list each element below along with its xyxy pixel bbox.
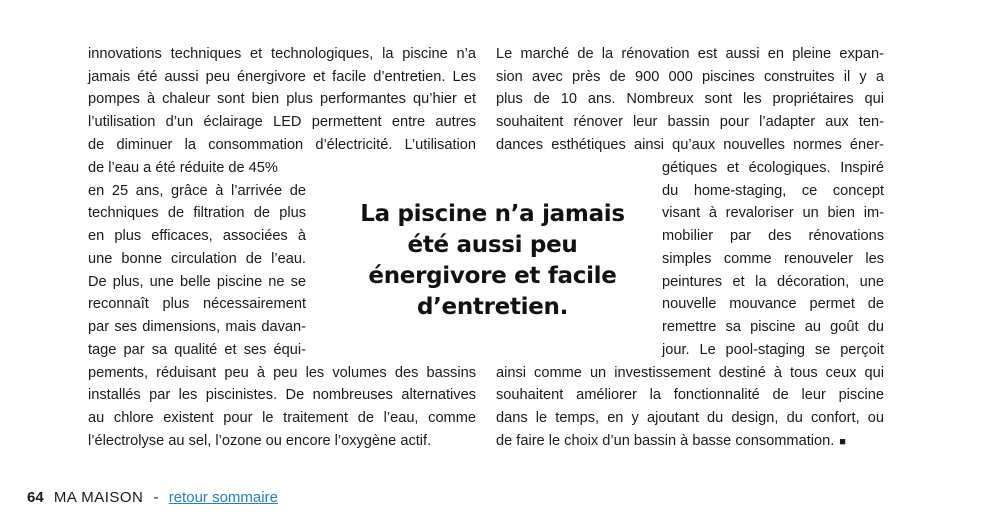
paragraph-line: pements, réduisant peu à peu les volumes des bassins [88,365,476,381]
paragraph-line: techniques de filtration de plus [88,205,306,221]
paragraph-line: l’utilisation d’un éclairage LED permettent entre autres [88,114,476,130]
paragraph-line: ainsi comme un investissement destiné à tous ceux qui [496,365,884,381]
paragraph-line: en plus efficaces, associées à [88,228,306,244]
paragraph-line: sion avec près de 900 000 piscines construites il y a [496,69,884,85]
paragraph-line: dances esthétiques ainsi qu’aux nouvelles normes éner- [496,137,884,153]
paragraph-line: souhaitent améliorer la fonctionnalité de leur piscine [496,387,884,403]
page-footer [27,488,278,508]
paragraph-line: innovations techniques et technologiques, la piscine n’a [88,46,476,62]
pull-quote-line: d’entretien. [416,294,569,320]
end-of-article-mark: ■ [839,436,846,448]
paragraph-line: De plus, une belle piscine ne se [88,274,306,290]
paragraph-line-text: de faire le choix d’un bassin à basse consommation. [496,433,835,449]
paragraph-line: installés par les piscinistes. De nombreuses alternatives [88,387,476,403]
paragraph-line: visant à revaloriser un bien im- [662,205,884,221]
paragraph-line: jour. Le pool-staging se perçoit [662,342,884,358]
paragraph-line: nouvelle mouvance permet de [662,296,884,312]
paragraph-line: du home-staging, ce concept [662,183,884,199]
paragraph-line: par ses dimensions, mais davan- [88,319,306,335]
paragraph-line: plus de 10 ans. Nombreux sont les propriétaires qui [496,91,884,107]
paragraph-line: gétiques et écologiques. Inspiré [662,160,884,176]
paragraph-line: une bonne circulation de l’eau. [88,251,306,267]
pull-quote [330,199,655,323]
paragraph-line: mobilier par des rénovations [662,228,884,244]
page-number: 64 [27,489,44,506]
paragraph-line: souhaitent rénover leur bassin pour l’adapter aux ten- [496,114,884,130]
paragraph-line [496,430,846,454]
paragraph-line: l’électrolyse au sel, l’ozone ou encore l’oxygène actif. [88,433,432,449]
paragraph-line: reconnaît plus nécessairement [88,296,306,312]
paragraph-line: pompes à chaleur sont bien plus performantes qu’hier et [88,91,476,107]
back-to-contents-link[interactable]: retour sommaire [168,489,278,506]
paragraph-line: peintures et la décoration, une [662,274,884,290]
paragraph-line: Le marché de la rénovation est aussi en pleine expan- [496,46,884,62]
magazine-name: MA MAISON [53,489,144,506]
paragraph-line: tage par sa qualité et ses équi- [88,342,306,358]
paragraph-line: dans le temps, en y ajoutant du design, du confort, ou [496,410,884,426]
paragraph-line: de l’eau a été réduite de 45% [88,160,278,176]
paragraph-line: au chlore existent pour le traitement de l’eau, comme [88,410,476,426]
paragraph-line: jamais été aussi peu énergivore et facile d’entretien. Les [88,69,476,85]
footer-separator: - [153,489,159,506]
paragraph-line: en 25 ans, grâce à l’arrivée de [88,183,306,199]
paragraph-line: simples comme renouveler les [662,251,884,267]
paragraph-line: de diminuer la consommation d’électricité. L’utilisation [88,137,476,153]
paragraph-line: remettre sa piscine au goût du [662,319,884,335]
pull-quote-line: été aussi peu [407,232,578,258]
pull-quote-line: La piscine n’a jamais [360,201,625,227]
pull-quote-line: énergivore et facile [368,263,617,289]
